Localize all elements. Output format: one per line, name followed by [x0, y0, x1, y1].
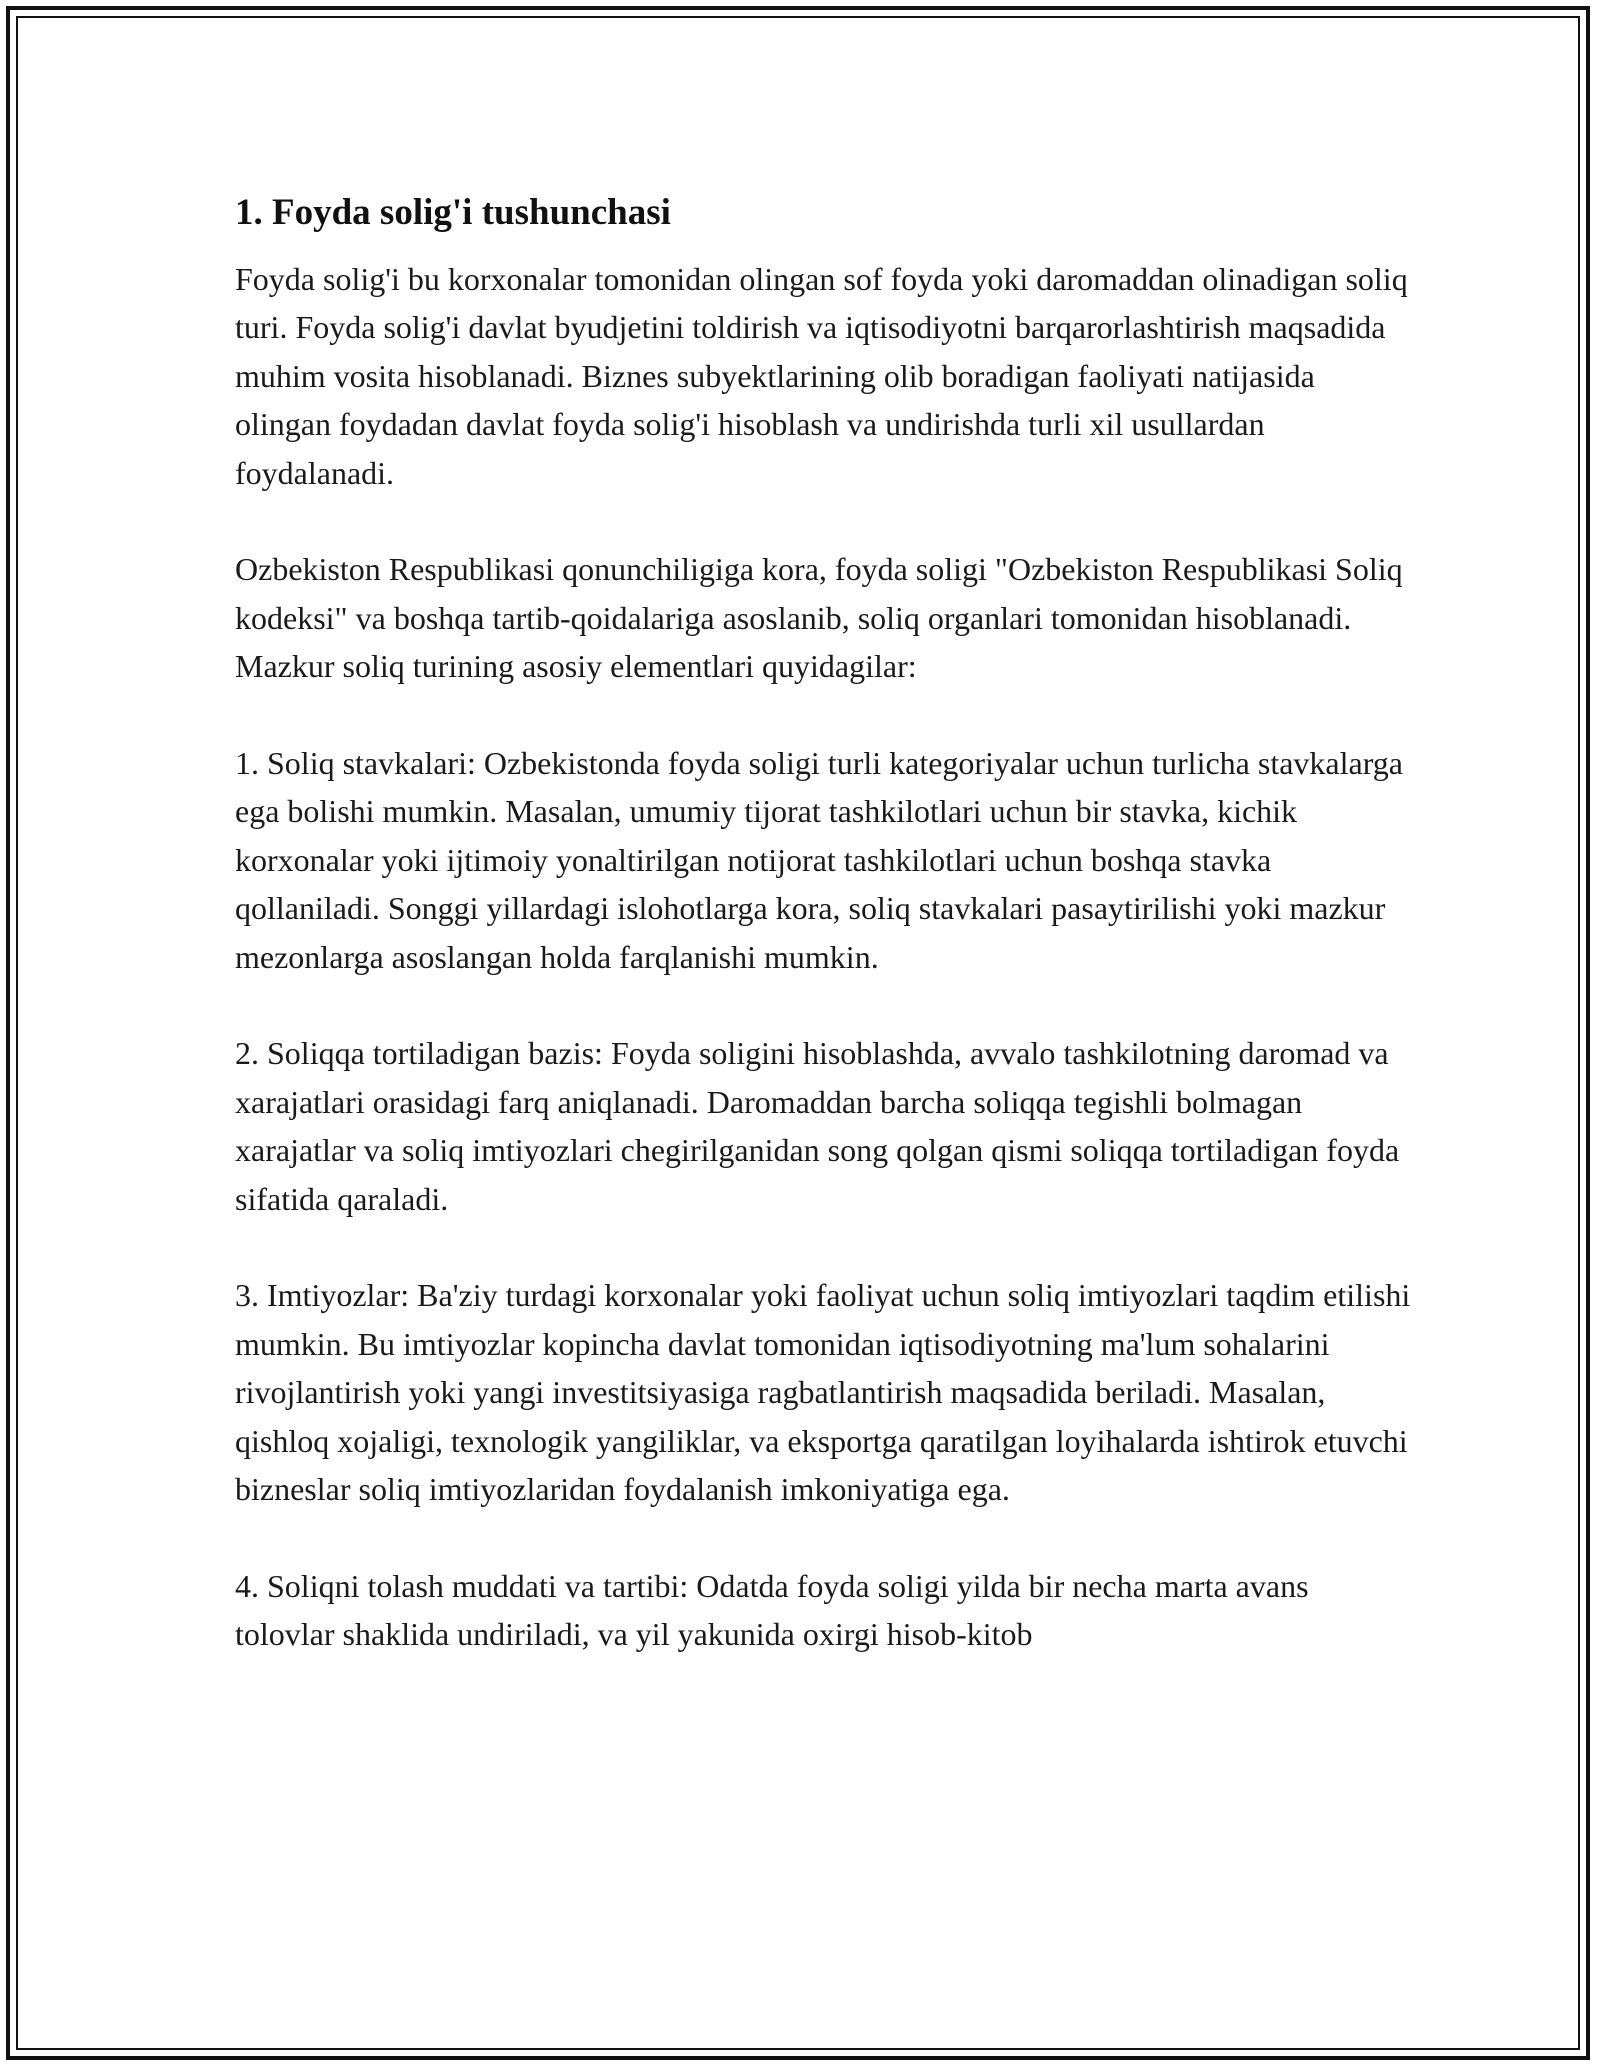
paragraph-exemptions: 3. Imtiyozlar: Ba'ziy turdagi korxonalar yoki faoliyat uchun soliq imtiyozlari taqdim etilishi mumkin. Bu imtiyozlar kopincha davlat tomonidan iqtisodiyotning ma'lum sohalarini rivojlantirish yoki yangi investitsiyasiga ragbatlantirish maqsadida beriladi. Masalan, qishloq xojaligi, texnologik yangiliklar, va eksportga qaratilgan loyihalarda ishtirok etuvchi bizneslar soliq imtiyozlaridan foydalanish imkoniyatiga ega. — [235, 1277, 1411, 1508]
paragraph-legislation: Ozbekiston Respublikasi qonunchiligiga kora, foyda soligi "Ozbekiston Respublikasi Soliq kodeksi" va boshqa tartib-qoidalariga asoslanib, soliq organlari tomonidan hisoblanadi. Mazkur soliq turining asosiy elementlari quyidagilar: — [235, 551, 1403, 685]
paragraph-intro: Foyda solig'i bu korxonalar tomonidan olingan sof foyda yoki daromaddan olinadigan soliq turi. Foyda solig'i davlat byudjetini toldirish va iqtisodiyotni barqarorlashtirish maqsadida muhim vosita hisoblanadi. Biznes subyektlarining olib boradigan faoliyati natijasida olingan foydadan davlat foyda solig'i hisoblash va undirishda turli xil usullardan foydalanadi. — [235, 261, 1408, 491]
document-body — [235, 185, 1415, 1707]
paragraph-taxable-base: 2. Soliqqa tortiladigan bazis: Foyda soligini hisoblashda, avvalo tashkilotning daromad va xarajatlari orasidagi farq aniqlanadi. Daromaddan barcha soliqqa tegishli bolmagan xarajatlar va soliq imtiyozlari chegirilganidan song qolgan qismi soliqqa tortiladigan foyda sifatida qaraladi. — [235, 1035, 1400, 1217]
paragraph-payment-terms: 4. Soliqni tolash muddati va tartibi: Odatda foyda soligi yilda bir necha marta avans tolovlar shaklida undiriladi, va yil yakunida oxirgi hisob-kitob — [235, 1567, 1309, 1653]
paragraph-tax-rates: 1. Soliq stavkalari: Ozbekistonda foyda soligi turli kategoriyalar uchun turlicha stavkalarga ega bolishi mumkin. Masalan, umumiy tijorat tashkilotlari uchun bir stavka, kichik korxonalar yoki ijtimoiy yonaltirilgan notijorat tashkilotlari uchun boshqa stavka qollaniladi. Songgi yillardagi islohotlarga kora, soliq stavkalari pasaytirilishi yoki mazkur mezonlarga asoslangan holda farqlanishi mumkin. — [235, 745, 1403, 975]
section-heading: 1. Foyda solig'i tushunchasi — [235, 192, 671, 233]
